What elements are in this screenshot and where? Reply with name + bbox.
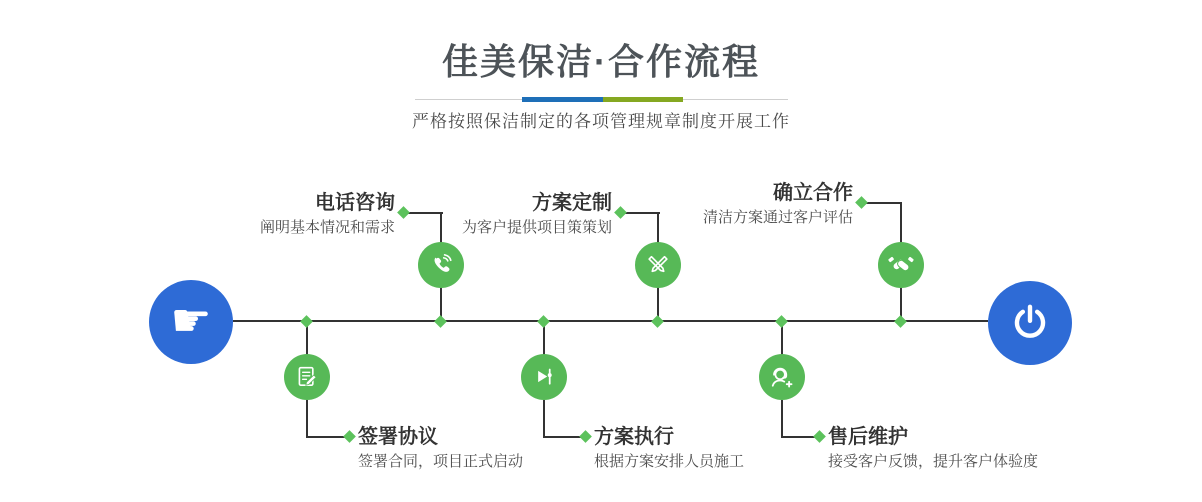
step-establish-coop [703, 182, 853, 227]
step-desc: 根据方案安排人员施工 [594, 453, 745, 470]
title-divider [415, 97, 788, 102]
step-desc: 阐明基本情况和需求 [259, 219, 395, 236]
diamond-marker [813, 430, 826, 443]
step-title: 签署协议 [358, 426, 438, 448]
step-node-contract [284, 354, 330, 400]
step-node-execute [521, 354, 567, 400]
diamond-marker [855, 196, 868, 209]
step-node-phone [418, 242, 464, 288]
page-title: 佳美保洁·合作流程 [442, 41, 760, 82]
diamond-marker [775, 315, 788, 328]
step-desc: 为客户提供项目策策划 [461, 219, 612, 236]
diamond-marker [614, 206, 627, 219]
step-sign-agreement [358, 426, 523, 471]
step-plan-custom [462, 192, 612, 237]
connector-line [440, 212, 442, 244]
diamond-marker [397, 206, 410, 219]
handshake-icon [886, 250, 916, 280]
step-title: 确立合作 [773, 182, 853, 204]
play-slider-icon [530, 363, 558, 391]
diamond-marker [894, 315, 907, 328]
step-node-aftersale [759, 354, 805, 400]
connector-line [306, 400, 308, 438]
step-desc: 签署合同，项目正式启动 [358, 453, 524, 470]
pointing-hand-icon: ☛ [170, 293, 212, 347]
diamond-marker [537, 315, 550, 328]
step-desc: 清洁方案通过客户评估 [702, 209, 853, 226]
diamond-marker [651, 315, 664, 328]
flow-end-node [988, 281, 1072, 365]
divider-green-segment [603, 97, 683, 102]
flow-start-node [149, 280, 233, 364]
step-title: 方案定制 [532, 192, 612, 214]
step-node-cooperate [878, 242, 924, 288]
divider-blue-segment [522, 97, 603, 102]
step-desc: 接受客户反馈，提升客户体验度 [828, 453, 1039, 470]
pencils-icon [644, 251, 672, 279]
power-icon [1008, 301, 1052, 345]
diamond-marker [579, 430, 592, 443]
step-aftersale-maintain [828, 426, 1038, 471]
connector-line [900, 202, 902, 244]
page-subtitle: 严格按照保洁制定的各项管理规章制度开展工作 [412, 112, 790, 131]
connector-line [657, 212, 659, 244]
connector-line [543, 400, 545, 438]
step-plan-execute [594, 426, 744, 471]
diamond-marker [300, 315, 313, 328]
step-title: 电话咨询 [315, 192, 395, 214]
diamond-marker [434, 315, 447, 328]
step-title: 售后维护 [828, 426, 908, 448]
diamond-marker [343, 430, 356, 443]
phone-icon [426, 250, 456, 280]
step-phone-consult [260, 192, 395, 237]
step-node-plan [635, 242, 681, 288]
customer-service-icon [767, 362, 797, 392]
connector-line [781, 400, 783, 438]
contract-icon [293, 363, 321, 391]
step-title: 方案执行 [594, 426, 674, 448]
main-timeline [233, 320, 988, 322]
